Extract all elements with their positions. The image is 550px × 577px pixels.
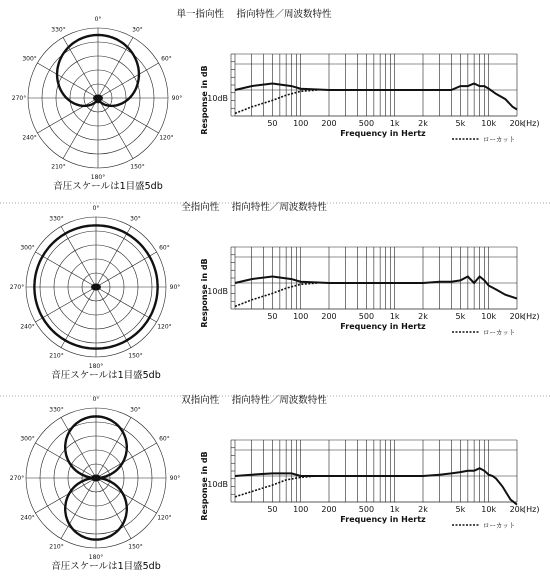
angle-label: 150°	[130, 163, 145, 171]
polar-spoke	[37, 98, 98, 133]
x-tick-label: 200	[321, 505, 337, 514]
angle-label: 120°	[157, 323, 172, 331]
mic-capsule-icon	[93, 95, 103, 102]
low-cut-series-line	[235, 476, 317, 497]
x-tick-label: 5k	[455, 312, 466, 321]
x-tick-label: 2k	[418, 312, 428, 321]
x-tick-label: 50	[267, 312, 278, 321]
x-tick-label: 5k	[455, 119, 466, 128]
angle-label: 180°	[88, 363, 104, 370]
x-tick-label: 2k	[418, 505, 428, 514]
polar-spoke	[61, 226, 96, 287]
angle-label: 330°	[49, 406, 64, 414]
angle-label: 300°	[22, 55, 37, 63]
y-axis-label: Response in dB	[200, 65, 209, 135]
angle-label: 30°	[130, 215, 141, 223]
angle-label: 0°	[94, 16, 102, 23]
x-tick-label: 10k	[481, 505, 497, 514]
polar-spoke	[98, 98, 133, 159]
angle-label: 30°	[130, 406, 141, 414]
x-tick-label: 10k	[481, 312, 497, 321]
response-series-line	[235, 84, 517, 110]
angle-label: 120°	[157, 514, 172, 522]
section-title: 全指向性 指向特性／周波数特性	[181, 202, 327, 213]
angle-label: 270°	[9, 475, 25, 482]
x-tick-label: 100	[293, 312, 309, 321]
response-series-line	[235, 277, 517, 299]
polar-spoke	[98, 63, 159, 98]
angle-label: 330°	[49, 215, 64, 223]
ref-level-label: 10dB	[207, 287, 228, 296]
x-axis-label: Frequency in Hertz	[340, 129, 426, 138]
x-tick-label: 10k	[481, 119, 497, 128]
angle-label: 90°	[171, 95, 183, 102]
angle-label: 240°	[20, 323, 35, 331]
legend-label: ローカット	[483, 328, 516, 337]
angle-label: 210°	[49, 352, 64, 360]
angle-label: 150°	[128, 543, 143, 551]
response-chart	[200, 54, 539, 144]
response-series-line	[235, 468, 517, 504]
angle-label: 300°	[20, 435, 35, 443]
angle-label: 60°	[161, 55, 172, 63]
x-tick-label: 200	[321, 312, 337, 321]
angle-label: 30°	[132, 26, 143, 34]
x-tick-label: 20k	[509, 505, 525, 514]
x-axis-label: Frequency in Hertz	[340, 322, 426, 331]
legend-label: ローカット	[483, 521, 516, 530]
angle-label: 210°	[49, 543, 64, 551]
x-tick-label: 500	[358, 312, 375, 321]
section-title: 単一指向性 指向特性／周波数特性	[176, 9, 332, 20]
polar-spoke	[98, 98, 159, 133]
x-tick-label: 1k	[389, 505, 400, 514]
x-tick-label: 1k	[389, 312, 400, 321]
section-title: 双指向性 指向特性／周波数特性	[181, 395, 327, 406]
polar-plot	[10, 396, 181, 561]
x-unit-label: (Hz)	[523, 312, 540, 321]
angle-label: 60°	[159, 244, 170, 252]
angle-label: 150°	[128, 352, 143, 360]
x-tick-label: 5k	[455, 505, 466, 514]
polar-spoke	[35, 252, 96, 287]
mic-capsule-icon	[91, 475, 101, 482]
y-axis-label: Response in dB	[200, 258, 209, 328]
x-tick-label: 20k	[509, 119, 525, 128]
angle-label: 330°	[51, 26, 66, 34]
panel-1	[12, 8, 540, 192]
polar-spoke	[96, 287, 157, 322]
mic-capsule-icon	[91, 284, 101, 291]
x-tick-label: 500	[358, 119, 375, 128]
angle-label: 0°	[92, 396, 100, 403]
x-tick-label: 2k	[418, 119, 428, 128]
x-tick-label: 50	[267, 505, 278, 514]
angle-label: 300°	[20, 244, 35, 252]
polar-spoke	[37, 63, 98, 98]
angle-label: 180°	[90, 174, 106, 181]
x-tick-label: 20k	[509, 312, 525, 321]
angle-label: 240°	[20, 514, 35, 522]
scale-note: 音圧スケールは1目盛5db	[51, 370, 161, 381]
x-unit-label: (Hz)	[523, 119, 540, 128]
polar-spoke	[61, 287, 96, 348]
angle-label: 0°	[92, 205, 100, 212]
polar-spoke	[96, 287, 131, 348]
angle-label: 240°	[22, 134, 37, 142]
x-tick-label: 1k	[389, 119, 400, 128]
polar-plot	[12, 16, 183, 181]
low-cut-series-line	[235, 90, 317, 113]
x-tick-label: 100	[293, 119, 309, 128]
ref-level-label: 10dB	[207, 94, 228, 103]
ref-level-label: 10dB	[207, 480, 228, 489]
legend-label: ローカット	[483, 135, 516, 144]
low-cut-series-line	[235, 283, 317, 306]
response-chart	[200, 440, 539, 530]
polar-spoke	[96, 252, 157, 287]
x-axis-label: Frequency in Hertz	[340, 515, 426, 524]
panel-2	[0, 201, 550, 381]
angle-label: 210°	[51, 163, 66, 171]
angle-label: 270°	[11, 95, 27, 102]
polar-plot	[10, 205, 181, 370]
panel-3	[0, 394, 550, 572]
angle-label: 60°	[159, 435, 170, 443]
angle-label: 180°	[88, 554, 104, 561]
polar-spoke	[63, 98, 98, 159]
x-tick-label: 500	[358, 505, 375, 514]
y-axis-label: Response in dB	[200, 451, 209, 521]
angle-label: 90°	[169, 284, 181, 291]
x-tick-label: 200	[321, 119, 337, 128]
polar-spoke	[96, 226, 131, 287]
angle-label: 270°	[9, 284, 25, 291]
scale-note: 音圧スケールは1目盛5db	[53, 181, 163, 192]
scale-note: 音圧スケールは1目盛5db	[51, 561, 161, 572]
angle-label: 120°	[159, 134, 174, 142]
response-chart	[200, 247, 539, 337]
x-unit-label: (Hz)	[523, 505, 540, 514]
x-tick-label: 100	[293, 505, 309, 514]
x-tick-label: 50	[267, 119, 278, 128]
angle-label: 90°	[169, 475, 181, 482]
polar-spoke	[35, 287, 96, 322]
